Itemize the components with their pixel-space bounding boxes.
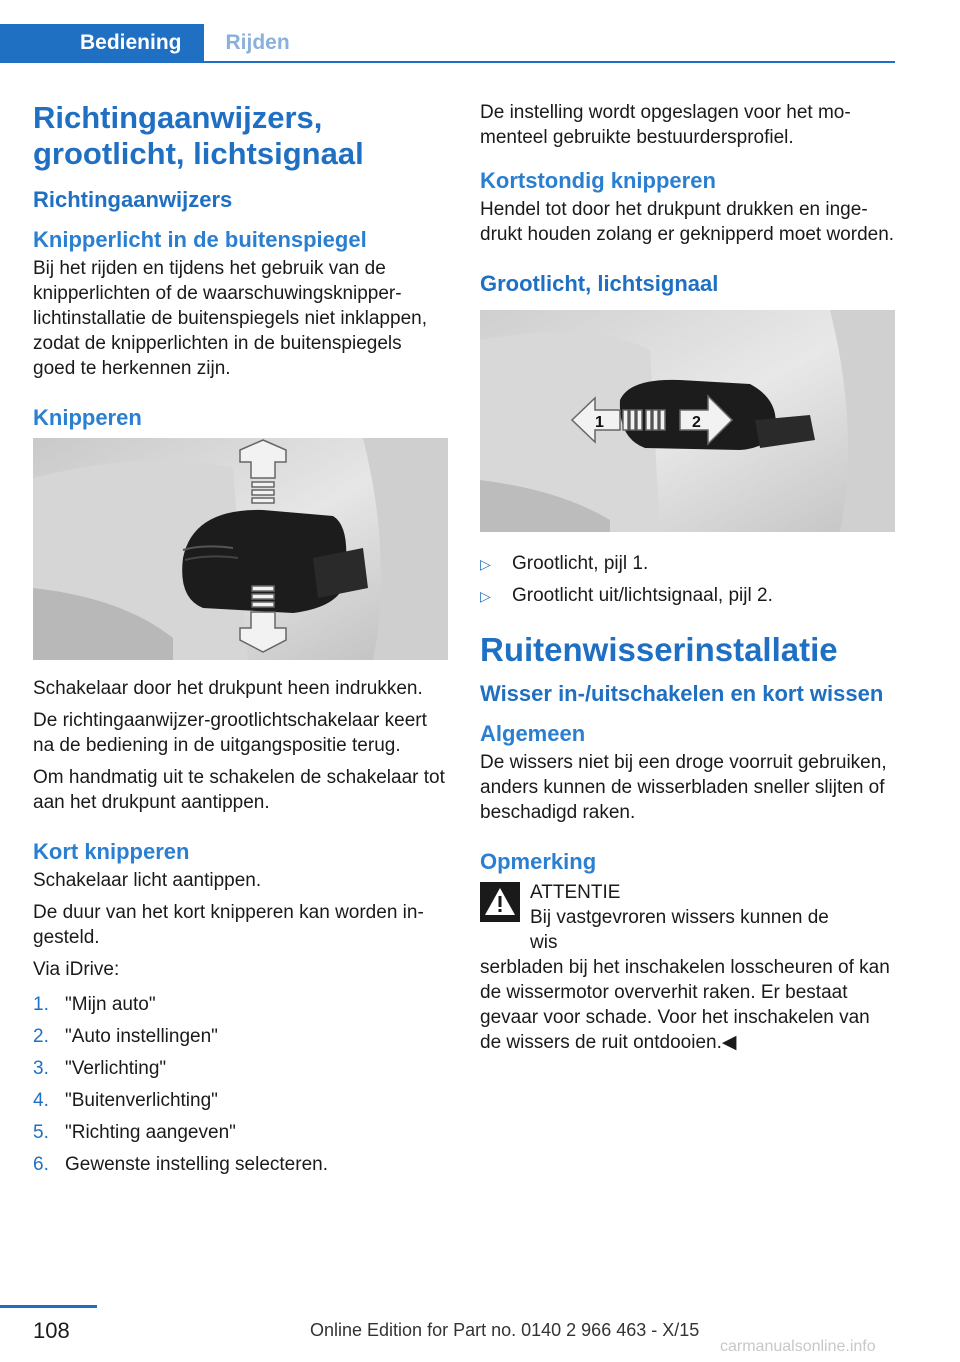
list-item: ▷ Grootlicht, pijl 1. xyxy=(480,548,895,580)
heading-knipperlicht-spiegel: Knipperlicht in de buitenspiegel xyxy=(33,227,367,252)
list-item: ▷ Grootlicht uit/lichtsignaal, pijl 2. xyxy=(480,580,895,612)
stalk-vertical-image xyxy=(33,438,448,660)
section-title-richtingaanwijzers: Richtingaanwijzers xyxy=(33,187,233,212)
tab-bediening[interactable]: Bediening xyxy=(0,24,204,62)
heading-algemeen: Algemeen xyxy=(480,721,586,746)
header-tabs xyxy=(0,24,312,62)
paragraph-blink-2: De richtingaanwijzer-grootlichtschakelaar keert na de bediening in de uitgangspositie terug. xyxy=(33,710,427,756)
heading-grootlicht: Grootlicht, lichtsignaal xyxy=(480,271,719,296)
watermark: carmanualsonline.info xyxy=(720,1338,876,1355)
list-item: 5. "Richting aangeven" xyxy=(33,1122,236,1143)
paragraph-general: De wissers niet bij een droge voorruit gebruiken, anders kunnen de wisserbladen sneller slijten of beschadigd raken. xyxy=(480,752,887,823)
page-number: 108 xyxy=(33,1318,70,1343)
heading-kort-knipperen: Kort knipperen xyxy=(33,839,190,864)
paragraph-saved: De instelling wordt opgeslagen voor het momenteel gebruikte bestuurdersprofiel. xyxy=(480,102,851,148)
right-column xyxy=(480,100,895,1062)
list-item: 3. "Verlichting" xyxy=(33,1058,167,1079)
heading-wisser-schakelen: Wisser in-/uitschakelen en kort wissen xyxy=(480,681,884,706)
paragraph-short-2: De duur van het kort knipperen kan worden ingesteld. xyxy=(33,902,424,948)
list-item: 4. "Buitenverlichting" xyxy=(33,1090,218,1111)
page-title: Richtingaanwijzers, grootlicht, lichtsignaal xyxy=(33,100,364,171)
list-item: 2. "Auto instellingen" xyxy=(33,1026,218,1047)
arrow-label-2: 2 xyxy=(692,414,701,431)
heading-ruitenwisser: Ruitenwisserinstallatie xyxy=(480,631,838,668)
warning-box xyxy=(480,880,895,962)
heading-knipperen: Knipperen xyxy=(33,405,142,430)
tab-rijden[interactable]: Rijden xyxy=(225,31,290,54)
stalk-horizontal-image xyxy=(480,310,895,532)
idrive-steps-list xyxy=(33,989,448,1181)
list-item: 1. "Mijn auto" xyxy=(33,994,156,1015)
paragraph-short-3: Via iDrive: xyxy=(33,959,120,980)
paragraph-blink-1: Schakelaar door het drukpunt heen indrukken. xyxy=(33,678,423,699)
paragraph-short-1: Schakelaar licht aantippen. xyxy=(33,870,262,891)
warning-text-first: Bij vastgevroren wissers kunnen de wis xyxy=(530,907,829,953)
grootlicht-bullets xyxy=(480,548,895,612)
left-column xyxy=(33,100,448,1181)
warning-triangle-icon xyxy=(480,882,520,922)
warning-text: serbladen bij het inschakelen losscheuren of kan de wissermotor oververhit raken. Er bestaat gevaar voor schade. Voor het inschakelen van de wissers de ruit ontdooien.◀ xyxy=(480,957,890,1053)
header-rule xyxy=(0,61,895,63)
footer-edition: Online Edition for Part no. 0140 2 966 463 - X/15 xyxy=(310,1320,700,1340)
heading-kortstondig: Kortstondig knipperen xyxy=(480,168,716,193)
triangle-right-icon: ▷ xyxy=(480,588,491,604)
footer-rule xyxy=(0,1305,97,1308)
paragraph-brief: Hendel tot door het drukpunt drukken en ingedrukt houden zolang er geknipperd moet worden. xyxy=(480,199,895,245)
heading-opmerking: Opmerking xyxy=(480,849,597,874)
list-item: 6. Gewenste instelling selecteren. xyxy=(33,1154,328,1175)
paragraph-blink-3: Om handmatig uit te schakelen de schakelaar tot aan het drukpunt aantippen. xyxy=(33,767,445,813)
arrow-label-1: 1 xyxy=(595,414,604,431)
triangle-right-icon: ▷ xyxy=(480,556,491,572)
warning-title: ATTENTIE xyxy=(530,882,621,903)
paragraph-mirror: Bij het rijden en tijdens het gebruik van de knipperlichten of de waarschuwingsknipperlichtinstallatie de buitenspiegels niet inklappen, zodat de knipperlichten in de buitenspiegels goed te herkennen zijn. xyxy=(33,258,427,379)
